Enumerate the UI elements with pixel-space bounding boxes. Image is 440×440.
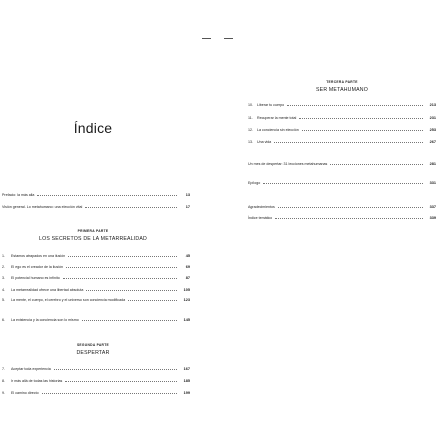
entry-label: Una vida bbox=[257, 140, 272, 144]
part-one-name: LOS SECRETOS DE LA METARREALIDAD bbox=[39, 236, 147, 242]
entry-page: 185 bbox=[183, 379, 190, 383]
entry-number: 10. bbox=[248, 103, 253, 107]
leader-dots bbox=[278, 207, 423, 208]
toc-entry-ch6[interactable] bbox=[2, 318, 190, 322]
entry-number: 1. bbox=[2, 254, 5, 258]
part-two-label: SEGUNDA PARTE bbox=[76, 343, 110, 347]
entry-number: 12. bbox=[248, 128, 253, 132]
leader-dots bbox=[63, 278, 177, 279]
entry-page: 281 bbox=[429, 162, 436, 166]
top-dash-left bbox=[202, 38, 211, 39]
entry-page: 123 bbox=[183, 298, 190, 302]
entry-page: 339 bbox=[429, 216, 436, 220]
entry-number: 6. bbox=[2, 318, 5, 322]
entry-page: 213 bbox=[429, 103, 436, 107]
toc-entry-ch2[interactable] bbox=[2, 265, 190, 269]
toc-entry-ch13[interactable] bbox=[248, 140, 436, 144]
entry-page: 13 bbox=[185, 193, 190, 197]
toc-entry-ch3[interactable] bbox=[2, 276, 190, 280]
entry-number: 8. bbox=[2, 379, 5, 383]
entry-number: 9. bbox=[2, 391, 5, 395]
leader-dots bbox=[65, 381, 177, 382]
leader-dots bbox=[263, 183, 423, 184]
toc-entry-subject-index[interactable] bbox=[248, 216, 436, 220]
leader-dots bbox=[302, 130, 423, 131]
top-dash-right bbox=[224, 38, 233, 39]
entry-label: El camino directo bbox=[11, 391, 39, 395]
entry-page: 17 bbox=[185, 205, 190, 209]
toc-entry-ch1[interactable] bbox=[2, 254, 190, 258]
entry-label: Índice temático bbox=[248, 216, 273, 220]
entry-label: La existencia y la conciencia son lo mismo bbox=[11, 318, 79, 322]
entry-page: 253 bbox=[429, 128, 436, 132]
entry-page: 267 bbox=[429, 140, 436, 144]
leader-dots bbox=[37, 195, 177, 196]
entry-page: 337 bbox=[429, 205, 436, 209]
entry-label: Visión general. Lo metahumano: una elección vital bbox=[2, 205, 83, 209]
toc-entry-ch8[interactable] bbox=[2, 379, 190, 383]
toc-entry-ch5[interactable] bbox=[2, 298, 190, 302]
toc-entry-lessons[interactable] bbox=[248, 162, 436, 166]
entry-label: Liberar tu cuerpo bbox=[257, 103, 285, 107]
entry-label: Agradecimientos bbox=[248, 205, 275, 209]
leader-dots bbox=[66, 267, 177, 268]
entry-label: El potencial humano es infinito bbox=[11, 276, 60, 280]
leader-dots bbox=[275, 218, 423, 219]
leader-dots bbox=[86, 290, 177, 291]
leader-dots bbox=[42, 393, 177, 394]
entry-page: 87 bbox=[185, 276, 190, 280]
toc-entry-ch7[interactable] bbox=[2, 367, 190, 371]
toc-entry-ch12[interactable] bbox=[248, 128, 436, 132]
entry-label: Estamos atrapados en una ilusión bbox=[11, 254, 66, 258]
entry-label: Ir más allá de todas las historias bbox=[11, 379, 63, 383]
entry-label: Prefacio: la más alla bbox=[2, 193, 35, 197]
leader-dots bbox=[54, 369, 177, 370]
entry-label: Recuperar la mente total bbox=[257, 116, 297, 120]
entry-page: 69 bbox=[185, 265, 190, 269]
leader-dots bbox=[128, 300, 177, 301]
entry-label: Un mes de despertar: 31 lecciones metahumanas bbox=[248, 162, 328, 166]
entry-number: 11. bbox=[248, 116, 253, 120]
part-two-name: DESPERTAR bbox=[76, 350, 110, 356]
part-one-label: PRIMERA PARTE bbox=[77, 229, 109, 233]
part-three-label: TERCERA PARTE bbox=[326, 80, 358, 84]
entry-number: 2. bbox=[2, 265, 5, 269]
index-title: Índice bbox=[73, 120, 113, 136]
entry-page: 145 bbox=[183, 318, 190, 322]
entry-number: 13. bbox=[248, 140, 253, 144]
toc-entry-ch11[interactable] bbox=[248, 116, 436, 120]
entry-label: Aceptar toda experiencia bbox=[11, 367, 51, 371]
entry-number: 7. bbox=[2, 367, 5, 371]
entry-label: La mente, el cuerpo, el cerebro y el universo son conciencia modificada bbox=[11, 298, 126, 302]
entry-page: 167 bbox=[183, 367, 190, 371]
entry-page: 231 bbox=[429, 116, 436, 120]
leader-dots bbox=[299, 118, 423, 119]
toc-entry-epilogue[interactable] bbox=[248, 181, 436, 185]
entry-number: 4. bbox=[2, 288, 5, 292]
entry-number: 5. bbox=[2, 298, 5, 302]
toc-entry-overview[interactable] bbox=[2, 205, 190, 209]
entry-label: El ego es el creador de la ilusión bbox=[11, 265, 63, 269]
entry-page: 105 bbox=[183, 288, 190, 292]
leader-dots bbox=[85, 207, 177, 208]
entry-page: 331 bbox=[429, 181, 436, 185]
leader-dots bbox=[287, 105, 423, 106]
toc-entry-ch4[interactable] bbox=[2, 288, 190, 292]
toc-entry-ch10[interactable] bbox=[248, 103, 436, 107]
toc-entry-acknowledgments[interactable] bbox=[248, 205, 436, 209]
entry-page: 199 bbox=[183, 391, 190, 395]
toc-entry-preface[interactable] bbox=[2, 193, 190, 197]
leader-dots bbox=[68, 256, 177, 257]
toc-entry-ch9[interactable] bbox=[2, 391, 190, 395]
entry-number: 3. bbox=[2, 276, 5, 280]
leader-dots bbox=[330, 164, 423, 165]
entry-page: 45 bbox=[185, 254, 190, 258]
leader-dots bbox=[82, 320, 177, 321]
entry-label: La conciencia sin elección bbox=[257, 128, 299, 132]
leader-dots bbox=[274, 142, 423, 143]
part-three-name: SER METAHUMANO bbox=[316, 87, 368, 93]
entry-label: Epílogo bbox=[248, 181, 261, 185]
entry-label: La metarrealidad ofrece una libertad absoluta bbox=[11, 288, 84, 292]
